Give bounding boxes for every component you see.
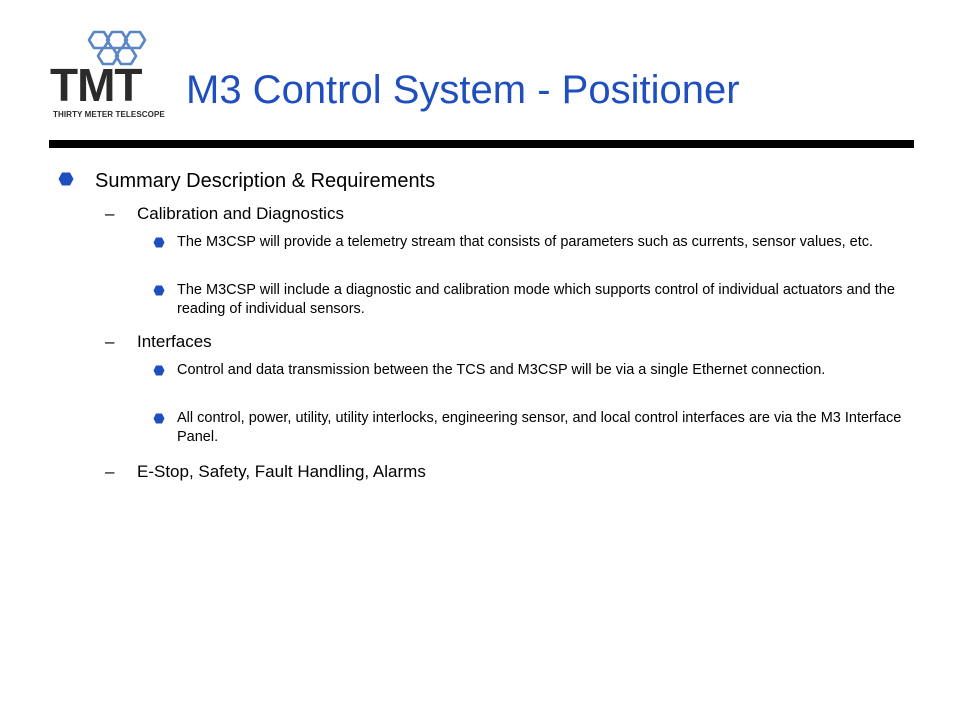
title-rule xyxy=(49,140,914,148)
section-label: E-Stop, Safety, Fault Handling, Alarms xyxy=(137,462,426,481)
section-label: Interfaces xyxy=(137,332,212,351)
list-item-text: All control, power, utility, utility interlocks, engineering sensor, and local control interfaces are via the M3 Interface Panel. xyxy=(177,410,902,445)
hexagon-bullet-icon xyxy=(153,237,165,248)
tmt-logo xyxy=(50,30,175,122)
hexagon-bullet-icon xyxy=(153,285,165,296)
logo-wordmark: TMT xyxy=(50,59,142,111)
section-interfaces xyxy=(105,332,212,352)
hexagon-bullet-icon xyxy=(153,365,165,376)
list-item xyxy=(177,281,917,319)
list-item-text: The M3CSP will provide a telemetry stream that consists of parameters such as currents, sensor values, etc. xyxy=(177,234,874,250)
list-item-text: Control and data transmission between the TCS and M3CSP will be via a single Ethernet connection. xyxy=(177,362,826,378)
heading-text: Summary Description & Requirements xyxy=(95,170,436,192)
hexagon-bullet-icon xyxy=(58,172,74,186)
list-item xyxy=(177,233,917,252)
dash-bullet: – xyxy=(105,462,115,481)
section-calibration-and-diagnostics xyxy=(105,204,344,224)
dash-bullet: – xyxy=(105,332,115,351)
list-item-text: The M3CSP will include a diagnostic and calibration mode which supports control of individual actuators and the reading of individual sensors. xyxy=(177,282,895,317)
slide-title: M3 Control System - Positioner xyxy=(186,68,740,112)
section-e-stop-safety xyxy=(105,462,426,482)
bullet-heading xyxy=(95,169,435,193)
list-item xyxy=(177,409,917,447)
list-item xyxy=(177,361,917,380)
logo-subtitle: THIRTY METER TELESCOPE xyxy=(53,110,165,119)
dash-bullet: – xyxy=(105,204,115,223)
section-label: Calibration and Diagnostics xyxy=(137,204,344,223)
hexagon-bullet-icon xyxy=(153,413,165,424)
